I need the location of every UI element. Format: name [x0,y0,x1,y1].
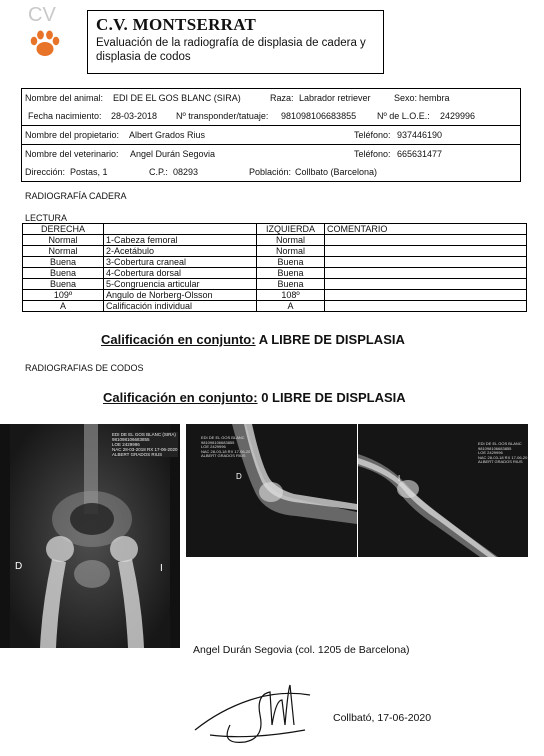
elbow-overall-grade [103,390,406,405]
transponder-label: Nº transponder/tatuaje: [176,111,269,121]
item-label: 2-Acetábulo [104,246,257,257]
clinic-name: C.V. MONTSERRAT [96,15,257,34]
left-value: Buena [257,268,325,279]
sex: hembra [419,93,450,103]
left-value: Buena [257,257,325,268]
xray-label-line: LOE 2429996 [112,442,140,447]
vet-signature-name: Angel Durán Segovia (col. 1205 de Barcelona) [193,644,410,656]
animal-name-label: Nombre del animal: [25,93,104,103]
owner-name: Albert Grados Rius [129,130,206,140]
right-value: Normal [23,246,104,257]
owner-phone-label: Teléfono: [354,130,391,140]
reading-label: LECTURA [25,213,68,223]
xray-label-line: LOE 2429996 [478,450,503,455]
town: Collbato (Barcelona) [295,167,378,177]
left-value: Buena [257,279,325,290]
left-value: Normal [257,235,325,246]
xray-label-line: LOE 2429996 [201,444,226,449]
table-row [23,290,527,301]
hip-overall-label: Calificación en conjunto: [101,332,256,347]
vet-label: Nombre del veterinario: [25,149,119,159]
item-label: 3-Cobertura craneal [104,257,257,268]
owner-phone: 937446190 [397,130,443,140]
loe: 2429996 [440,111,476,121]
address-row [22,163,520,181]
comment [325,246,527,257]
elbow-overall-value: 0 LIBRE DE DISPLASIA [261,390,406,405]
table-row [23,246,527,257]
xray-label-line: NAC 28-03-2018 RX 17-06-2020 [112,447,178,452]
paw-icon [30,30,60,58]
header-right: DERECHA [23,224,104,235]
hip-overall-value: A LIBRE DE DISPLASIA [258,332,405,347]
left-value: A [257,301,325,312]
comment [325,290,527,301]
left-value: Normal [257,246,325,257]
logo-text: CV [28,4,56,26]
right-value: Buena [23,257,104,268]
hip-left-marker: I [160,563,163,574]
xray-id-label [201,436,250,459]
right-value: A [23,301,104,312]
xray-label-line: NAC 28-03-18 RX 17-06-20 [201,448,251,454]
xray-label-line: NAC 28-03-18 RX 17-06-20 [478,454,528,460]
table-row [23,235,527,246]
xray-label-line: 981098106683855 [112,437,150,442]
owner-label: Nombre del propietario: [25,130,120,140]
clinic-logo [22,4,74,62]
elbow-section-title: RADIOGRAFIAS DE CODOS [25,363,144,373]
left-value: 108º [257,290,325,301]
table-row [23,279,527,290]
address-street: Postas, 1 [70,167,108,177]
item-label: 4-Cobertura dorsal [104,268,257,279]
xray-label-line: ALBERT GRADOS RIUS [112,452,163,457]
vet-phone: 665631477 [397,149,443,159]
elbow-radiograph-left [358,424,528,557]
animal-row-1 [22,89,520,107]
handwritten-signature [190,670,330,750]
loe-label: Nº de L.O.E.: [377,111,430,121]
sex-label: Sexo: [394,93,418,103]
header-left: IZQUIERDA [257,224,325,235]
document-subtitle: Evaluación de la radiografía de displasia de cadera y displasia de codos [96,37,366,63]
table-header-row [23,224,527,235]
right-value: 109º [23,290,104,301]
cp: 08293 [173,167,199,177]
breed-label: Raza: [270,93,294,103]
item-label: Angulo de Norberg-Olsson [104,290,257,301]
xray-label-line: 981098106683855 [201,439,235,445]
right-value: Buena [23,279,104,290]
header-comment: COMENTARIO [325,224,527,235]
elbow-overall-label: Calificación en conjunto: [103,390,258,405]
xray-label-line: EDI DE EL GOS BLANC (SIRA) [112,432,176,437]
header-box [87,10,384,74]
vet-phone-label: Teléfono: [354,149,391,159]
birth-label: Fecha nacimiento: [28,111,102,121]
patient-info-box [21,88,521,182]
owner-row [22,125,520,144]
item-label: Calificación individual [104,301,257,312]
comment [325,268,527,279]
comment [325,235,527,246]
address-label: Dirección: [25,167,66,177]
signature-place-date: Collbató, 17-06-2020 [333,712,432,724]
table-row [23,301,527,312]
hip-reading-table [22,223,527,312]
vet-row [22,144,520,163]
table-row [23,257,527,268]
right-value: Buena [23,268,104,279]
comment [325,301,527,312]
right-value: Normal [23,235,104,246]
animal-row-2 [22,107,520,125]
hip-overall-grade [101,332,405,347]
cp-label: C.P.: [149,167,168,177]
birth-date: 28-03-2018 [111,111,158,121]
item-label: 1-Cabeza femoral [104,235,257,246]
xray-label-line: ALBERT GRADOS RIUS [201,453,246,458]
hip-radiograph [0,424,180,648]
xray-label-line: ALBERT GRADOS RIUS [478,459,523,464]
xray-label-line: 981098106683855 [478,445,512,451]
item-label: 5-Congruencia articular [104,279,257,290]
comment [325,257,527,268]
pelvis-xray-image [0,424,180,648]
comment [325,279,527,290]
xray-id-label [478,442,527,465]
town-label: Población: [249,167,292,177]
xray-label-line: EDI DE EL GOS BLANC [478,441,522,446]
elbow-radiograph-right [186,424,357,557]
transponder: 981098106683855 [281,111,357,121]
hip-section-title: RADIOGRAFÍA CADERA [25,191,127,201]
table-row [23,268,527,279]
vet-name: Angel Durán Segovia [130,149,216,159]
animal-name: EDI DE EL GOS BLANC (SIRA) [113,93,241,103]
xray-id-label [112,432,178,457]
elbow-left-marker: I [398,474,401,483]
elbow-right-marker: D [236,472,242,481]
xray-label-line: EDI DE EL GOS BLANC [201,435,245,440]
hip-right-marker: D [15,561,23,572]
header-item [104,224,257,235]
breed: Labrador retriever [299,93,371,103]
